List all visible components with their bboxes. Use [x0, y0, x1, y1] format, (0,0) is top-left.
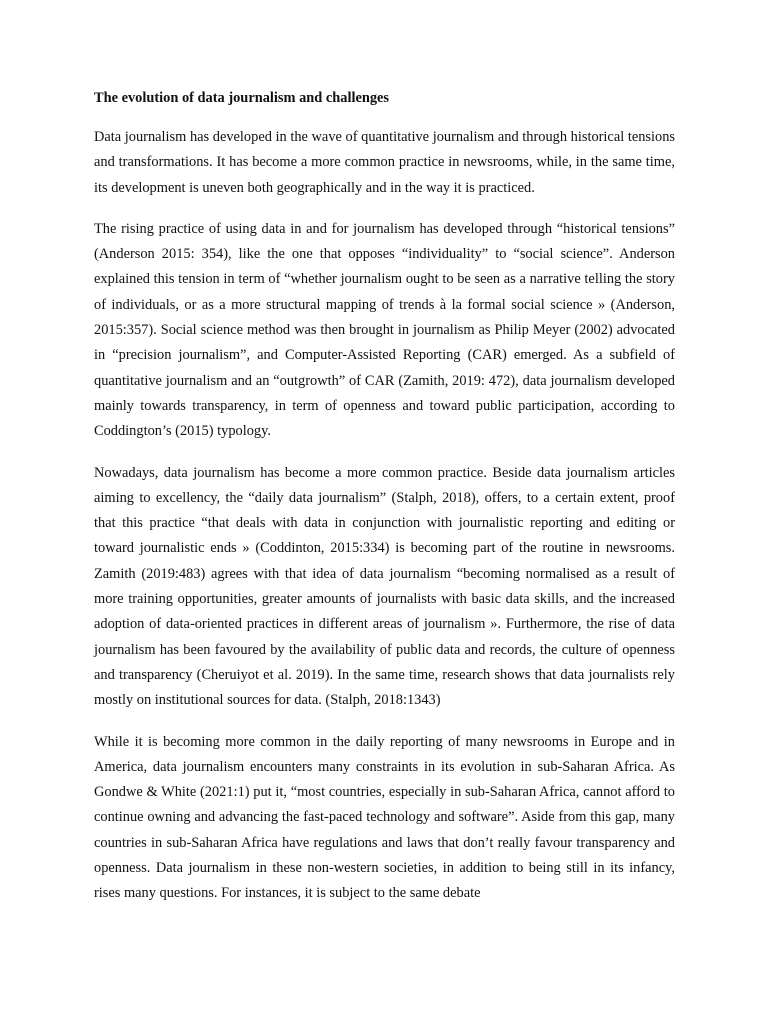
paragraph-sub-saharan-africa: While it is becoming more common in the daily reporting of many newsrooms in Europe and in America, data journalism encounters many constraints in its evolution in sub-Saharan Africa. As Gondwe & White (2021:1) put it, “most countries, especially in sub-Saharan Africa, cannot afford to continue owning and advancing the fast-paced technology and software”. Aside from this gap, many countries in sub-Saharan Africa have regulations and laws that don’t really favour transparency and openness. Data journalism in these non-western societies, in addition to being still in its infancy, rises many questions. For instances, it is subject to the same debate: [94, 733, 675, 902]
paragraph-intro: Data journalism has developed in the wave of quantitative journalism and through historical tensions and transformations. It has become a more common practice in newsrooms, while, in the same time, its development is uneven both geographically and in the way it is practiced.: [94, 129, 675, 196]
paragraph-historical-tensions: The rising practice of using data in and for journalism has developed through “historical tensions” (Anderson 2015: 354), like the one that opposes “individuality” to “social science”. Anderson explained this tension in term of “whether journalism ought to be seen as a narrative telling the story of individuals, or as a more structural mapping of trends à la formal social science » (Anderson, 2015:357). Social science method was then brought in journalism as Philip Meyer (2002) advocated in “precision journalism”, and Computer-Assisted Reporting (CAR) emerged. As a subfield of quantitative journalism and an “outgrowth” of CAR (Zamith, 2019: 472), data journalism developed mainly towards transparency, in term of openness and toward public participation, according to Coddington’s (2015) typology.: [94, 220, 675, 440]
document-body: [94, 88, 675, 923]
paragraph-daily-practice: Nowadays, data journalism has become a more common practice. Beside data journalism articles aiming to excellency, the “daily data journalism” (Stalph, 2018), offers, to a certain extent, proof that this practice “that deals with data in conjunction with journalistic reporting and editing or toward journalistic ends » (Coddinton, 2015:334) is becoming part of the routine in newsrooms. Zamith (2019:483) agrees with that idea of data journalism “becoming normalised as a result of more training opportunities, greater amounts of journalists with basic data skills, and the increased adoption of data-oriented practices in different areas of journalism ». Furthermore, the rise of data journalism has been favoured by the availability of public data and records, the culture of openness and transparency (Cheruiyot et al. 2019). In the same time, research shows that data journalists rely mostly on institutional sources for data. (Stalph, 2018:1343): [94, 464, 675, 709]
section-heading: The evolution of data journalism and challenges: [94, 90, 390, 106]
